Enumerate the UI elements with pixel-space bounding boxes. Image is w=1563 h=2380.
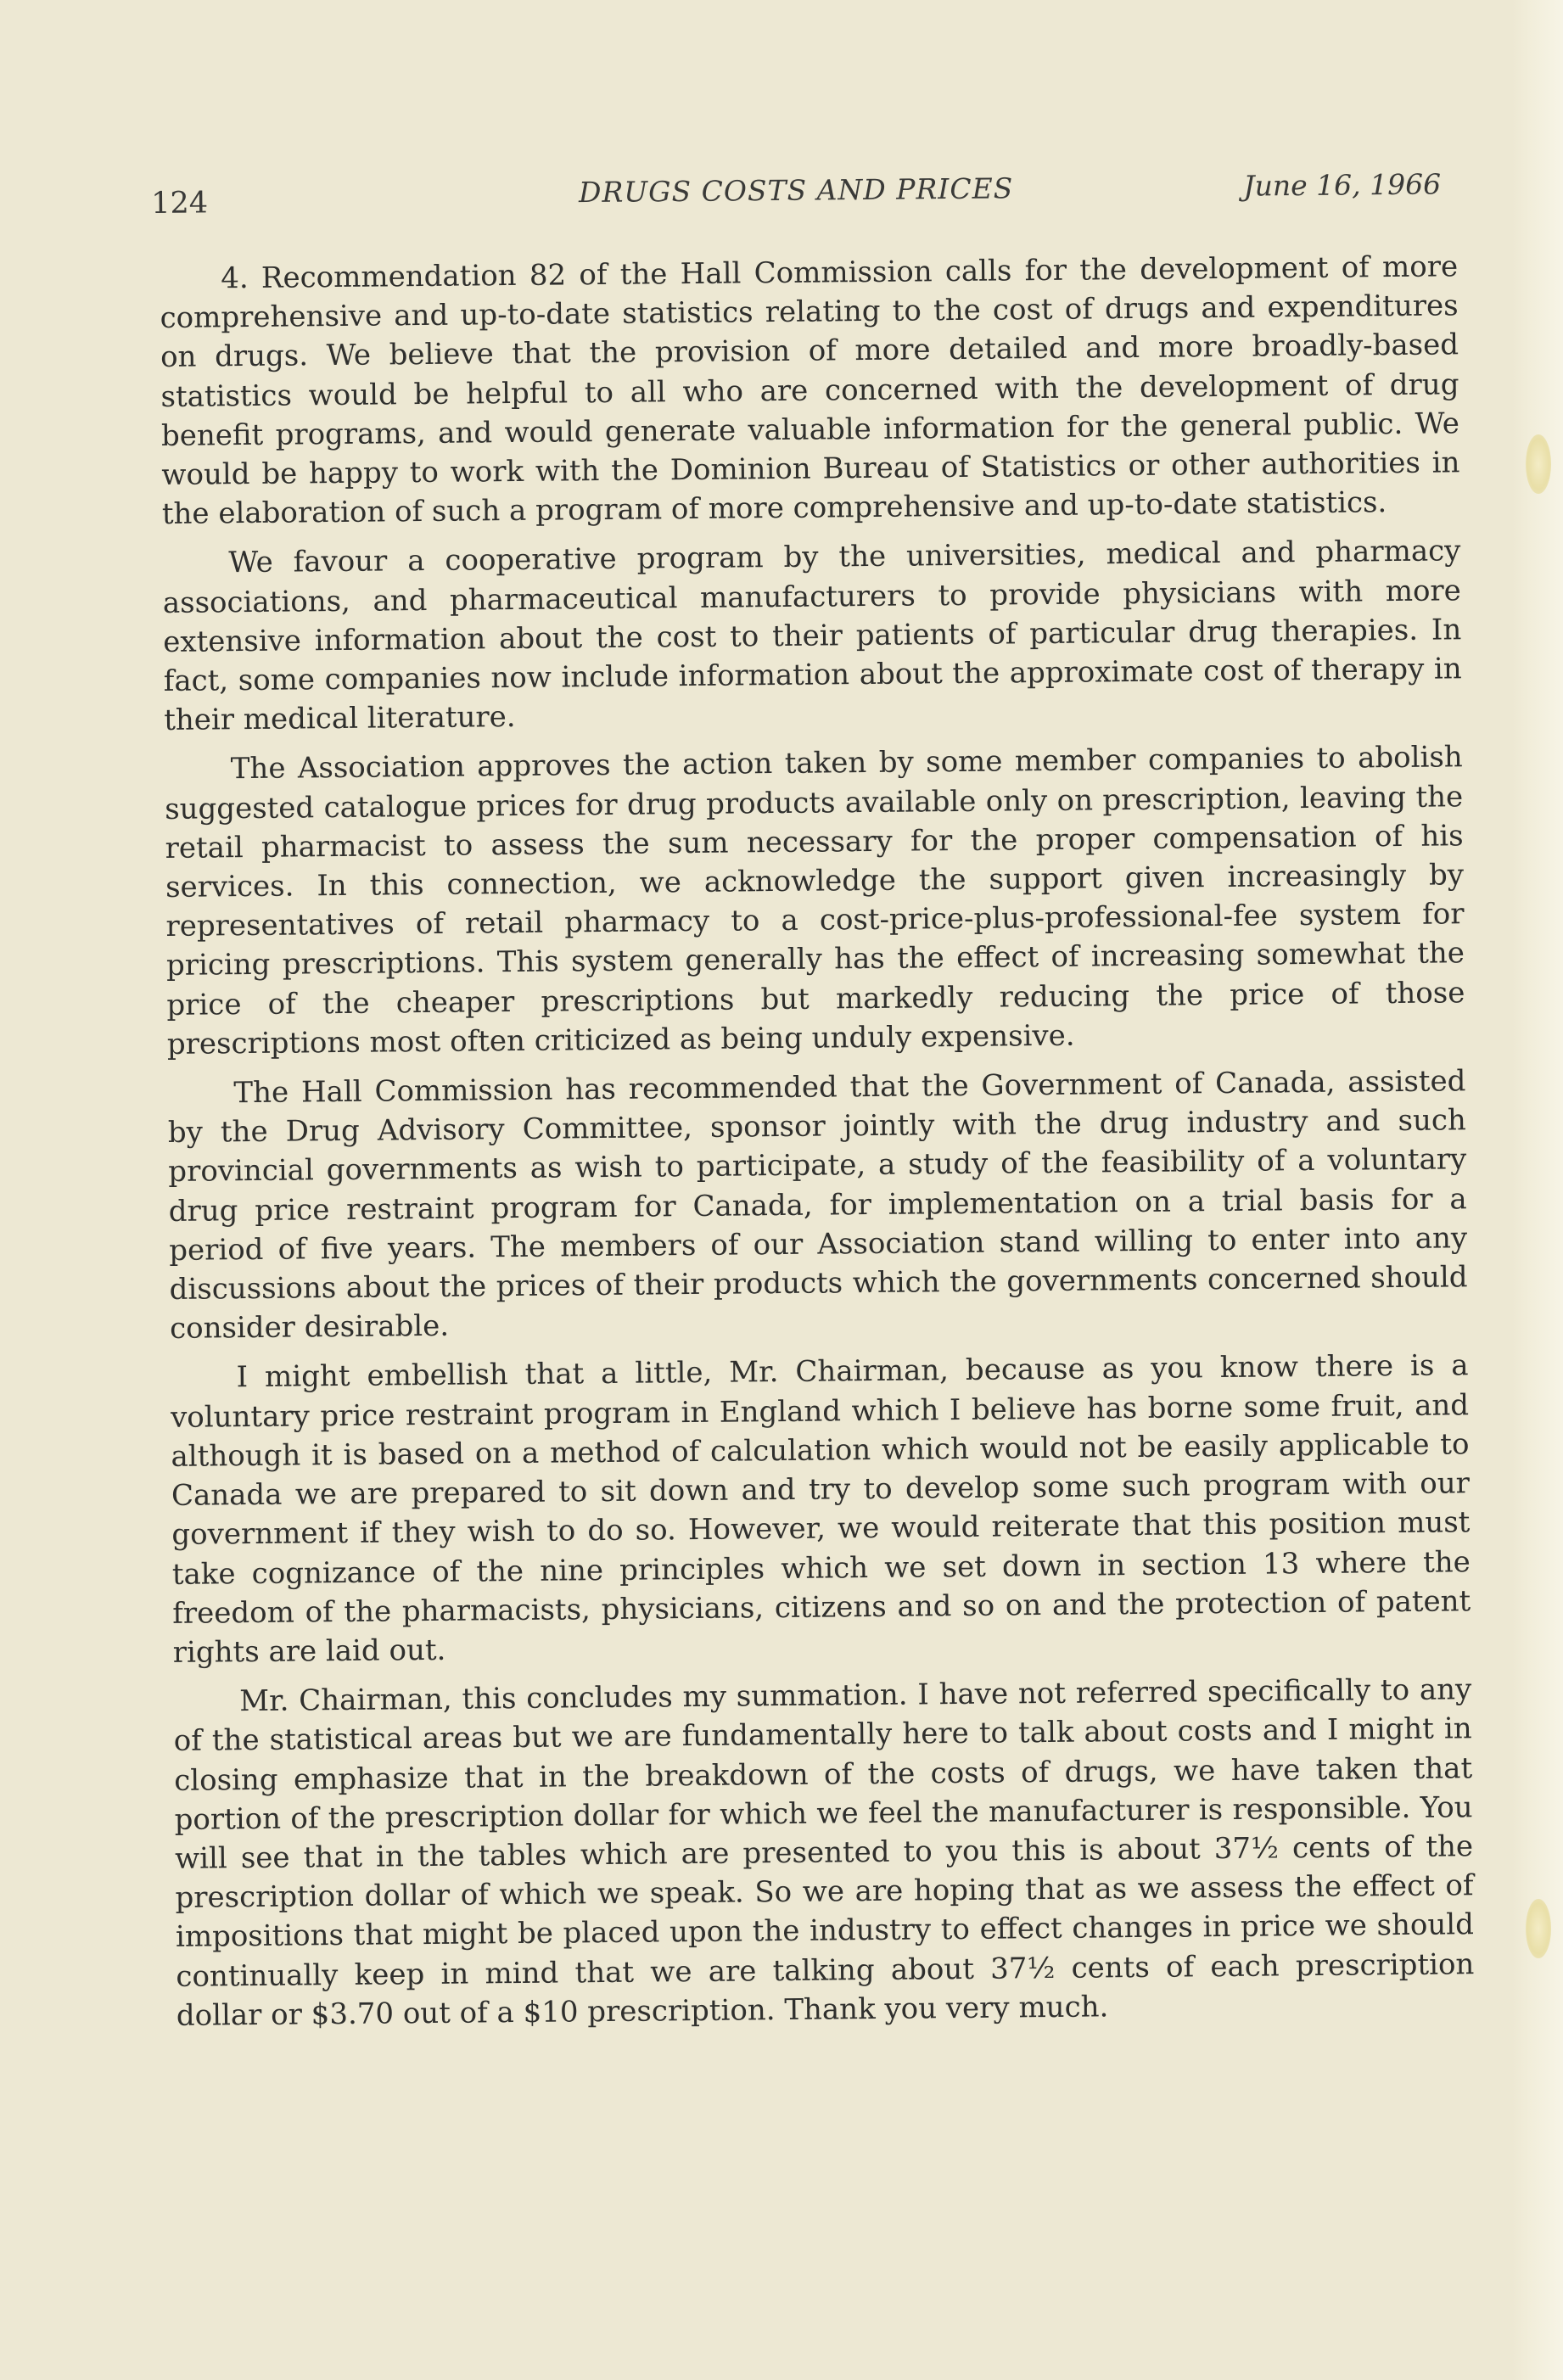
running-title: DRUGS COSTS AND PRICES — [578, 171, 1014, 210]
paragraph-hall-commission: The Hall Commission has recommended that the Government of Canada, assisted by the Drug Advisory Committee, sponsor jointly with the drug industry and such provincial governments as wish to participate, a study of the feasibility of a voluntary drug price restraint program for Canada, for implementation on a trial basis for a period of five years. The members of our Association stand willing to enter into any discussions about the prices of their products which the governments concerned should consider desirable. — [167, 1064, 1468, 1347]
paragraph-recommendation-82: 4. Recommendation 82 of the Hall Commission calls for the development of more comprehensive and up-to-date statistics relating to the cost of drugs and expenditures on drugs. We believe that the provision of more detailed and more broadly-based statistics would be helpful to all who are concerned with the development of drug benefit programs, and would generate valuable information for the general public. We would be happy to work with the Dominion Bureau of Statistics or other authorities in the elaboration of such a program of more comprehensive and up-to-date statistics. — [160, 249, 1460, 532]
binding-mark — [1526, 434, 1551, 494]
paragraph-cooperative-program: We favour a cooperative program by the universities, medical and pharmacy associations, and pharmaceutical manufacturers to provide physicians with more extensive information about the cost to their patients of particular drug therapies. In fact, some companies now include information about the approximate cost of therapy in their medical literature. — [162, 534, 1462, 738]
page-header — [151, 167, 1442, 231]
binding-mark — [1526, 1899, 1551, 1958]
page-number: 124 — [151, 186, 209, 221]
header-date: June 16, 1966 — [1243, 167, 1442, 203]
body-text — [160, 247, 1475, 2046]
paragraph-summation: Mr. Chairman, this concludes my summation. I have not referred specifically to any of the statistical areas but we are fundamentally here to talk about costs and I might in closing emphasize that in the breakdown of the costs of drugs, we have taken that portion of the prescription dollar for which we feel the manufacturer is responsible. You will see that in the tables which are presented to you this is about 37½ cents of the prescription dollar of which we speak. So we are hoping that as we assess the effect of impositions that might be placed upon the industry to effect changes in price we should continually keep in mind that we are talking about 37½ cents of each prescription dollar or $3.70 out of a $10 prescription. Thank you very much. — [173, 1672, 1475, 2033]
page-edge-shadow — [1512, 0, 1563, 2380]
paragraph-association-approves: The Association approves the action taken by some member companies to abolish suggested catalogue prices for drug products available only on prescription, leaving the retail pharmacist to assess the sum necessary for the proper compensation of his services. In this connection, we acknowledge the support given increasingly by representatives of retail pharmacy to a cost-price-plus-professional-fee system for pricing prescriptions. This system generally has the effect of increasing somewhat the price of the cheaper prescriptions but markedly reducing the price of those prescriptions most often criticized as being unduly expensive. — [165, 740, 1465, 1061]
paragraph-voluntary-restraint: I might embellish that a little, Mr. Chairman, because as you know there is a voluntary price restraint program in England which I believe has borne some fruit, and although it is based on a method of calculation which would not be easily applicable to Canada we are prepared to sit down and try to develop some such program with our government if they wish to do so. However, we would reiterate that this position must take cognizance of the nine principles which we set down in section 13 where the freedom of the pharmacists, physicians, citizens and so on and the protection of patent rights are laid out. — [170, 1348, 1471, 1670]
